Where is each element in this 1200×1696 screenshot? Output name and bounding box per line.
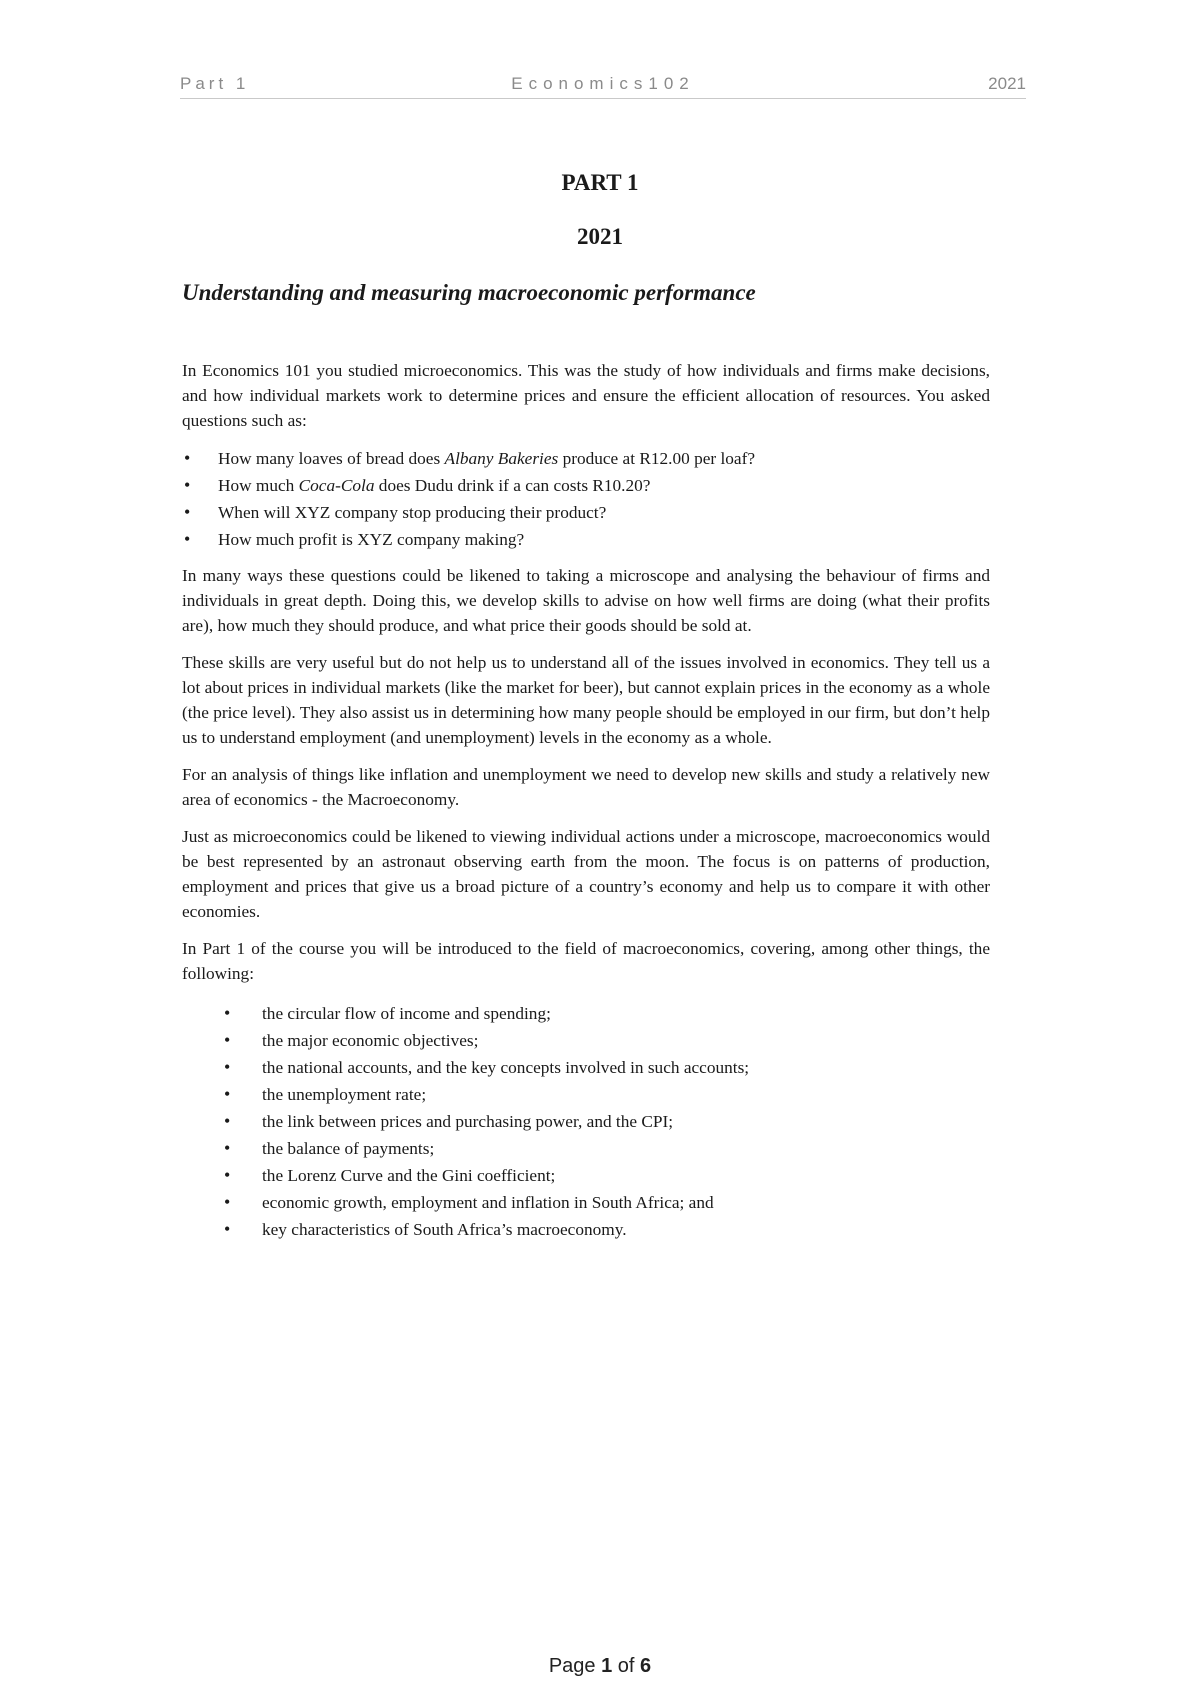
list-item: • the link between prices and purchasing power, and the CPI; (182, 1108, 990, 1135)
header-part: Part 1 (180, 74, 250, 93)
body-paragraph: Just as microeconomics could be likened to viewing individual actions under a microscope, macroeconomics would be best represented by an astronaut observing earth from the moon. The focus is on patterns of production, employment and prices that give us a broad picture of a country’s economy and help us to compare it with other economies. (182, 827, 990, 921)
part-title: PART 1 (561, 170, 639, 195)
body-paragraph: In Part 1 of the course you will be introduced to the field of macroeconomics, covering, among other things, the following: (182, 939, 990, 983)
list-item: • key characteristics of South Africa’s macroeconomy. (182, 1216, 990, 1243)
list-item: • How much Coca-Cola does Dudu drink if a can costs R10.20? (182, 472, 990, 499)
list-item: • the unemployment rate; (182, 1081, 990, 1108)
document-body (182, 358, 990, 1253)
intro-paragraph: In Economics 101 you studied microeconomics. This was the study of how individuals and firms make decisions, and how individual markets work to determine prices and ensure the efficient allocation of resources. You asked questions such as: (182, 361, 990, 430)
header-course: Economics102 (511, 74, 695, 93)
running-header (180, 74, 1026, 99)
list-item: • the Lorenz Curve and the Gini coefficient; (182, 1162, 990, 1189)
list-item: • the major economic objectives; (182, 1027, 990, 1054)
list-item: • How much profit is XYZ company making? (182, 526, 990, 553)
list-item: • When will XYZ company stop producing their product? (182, 499, 990, 526)
topic-list (182, 1000, 990, 1243)
page-number: Page 1 of 6 (548, 1655, 652, 1677)
list-item: • How many loaves of bread does Albany Bakeries produce at R12.00 per loaf? (182, 445, 990, 472)
body-paragraph: For an analysis of things like inflation and unemployment we need to develop new skills and study a relatively new area of economics - the Macroeconomy. (182, 765, 990, 809)
question-list (182, 445, 990, 553)
list-item: • the balance of payments; (182, 1135, 990, 1162)
section-subtitle: Understanding and measuring macroeconomic performance (182, 280, 756, 305)
header-year: 2021 (988, 74, 1026, 93)
body-paragraph: In many ways these questions could be likened to taking a microscope and analysing the behaviour of firms and individuals in great depth. Doing this, we develop skills to advise on how well firms are doing (what their profits are), how much they should produce, and what price their goods should be sold at. (182, 566, 990, 635)
body-paragraph: These skills are very useful but do not help us to understand all of the issues involved in economics. They tell us a lot about prices in individual markets (like the market for beer), but cannot explain prices in the economy as a whole (the price level). They also assist us in determining how many people should be employed in our firm, but don’t help us to understand employment (and unemployment) levels in the economy as a whole. (182, 653, 990, 747)
list-item: • the national accounts, and the key concepts involved in such accounts; (182, 1054, 990, 1081)
list-item: • the circular flow of income and spending; (182, 1000, 990, 1027)
year-title: 2021 (577, 224, 623, 249)
list-item: • economic growth, employment and inflation in South Africa; and (182, 1189, 990, 1216)
